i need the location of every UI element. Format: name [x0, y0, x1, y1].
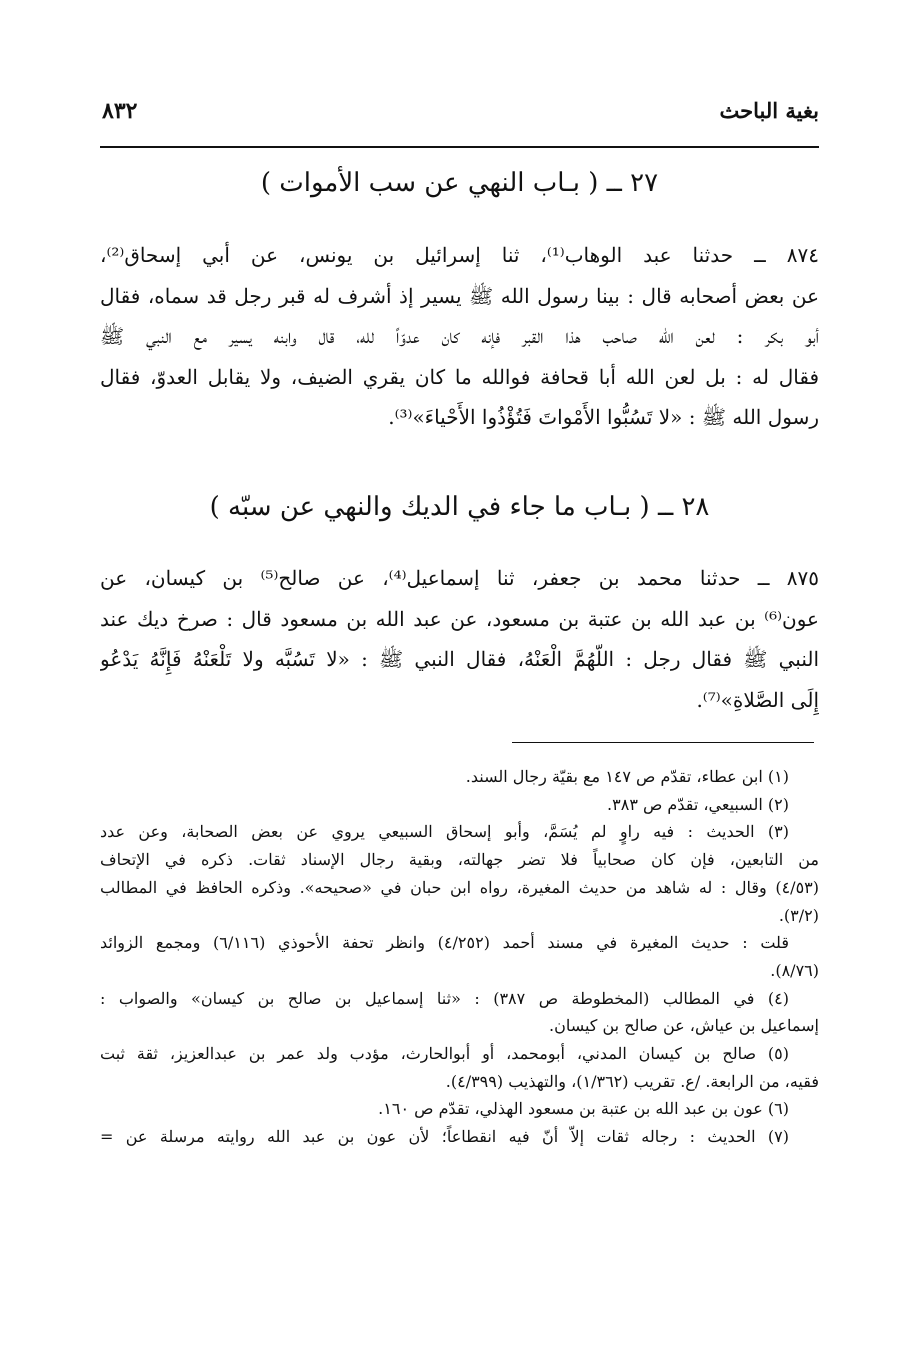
hadith-874-line-1: ٨٧٤ ــ حدثنا عبد الوهاب⁽¹⁾، ثنا إسرائيل بن يونس، عن أبي إسحاق⁽²⁾،	[100, 243, 819, 267]
footnote-3-line-2: من التابعين، فإن كان صحابياً فلا تضر جهالته، وبقية رجال الإسناد ثقات. ذكره في الإتحاف	[100, 850, 819, 870]
hadith-875-line-3: النبي ﷺ فقال رجل : اللّهُمَّ الْعَنْهُ، فقال النبي ﷺ : «لا تَسُبَّه ولا تَلْعَنْهُ فَإِنَّهُ يَدْعُو	[100, 647, 819, 671]
footnotes	[100, 763, 819, 1151]
footnote-6: (٦) عون بن عبد الله بن عتبة بن مسعود الهذلي، تقدّم ص ١٦٠.	[378, 1099, 789, 1119]
footnote-3-line-1: (٣) الحديث : فيه راوٍ لم يُسَمَّ، وأبو إسحاق السبيعي يروي عن بعض الصحابة، وعن عدد	[100, 822, 789, 842]
footnote-2: (٢) السبيعي، تقدّم ص ٣٨٣.	[607, 794, 789, 814]
chapter-27-heading: ٢٧ ــ ( بـاب النهي عن سب الأموات )	[260, 168, 659, 198]
hadith-874-line-2: عن بعض أصحابه قال : بينا رسول الله ﷺ يسير إذ أشرف له قبر رجل قد سماه، فقال	[100, 283, 819, 308]
footnote-5-line-2: فقيه، من الرابعة. /ع. تقريب (١/٣٦٢)، والتهذيب (٤/٣٩٩).	[445, 1071, 819, 1091]
footnote-7: (٧) الحديث : رجاله ثقات إلاّ أنّ فيه انقطاعاً؛ لأن عون بن عبد الله روايته مرسلة عن =	[100, 1127, 789, 1147]
book-title: بغية الباحث	[719, 98, 819, 123]
hadith-874-line-4: فقال له : بل لعن الله أبا قحافة فوالله ما كان يقري الضيف، ولا يقابل العدوّ، فقال	[100, 364, 819, 389]
hadith-875-line-1: ٨٧٥ ــ حدثنا محمد بن جعفر، ثنا إسماعيل⁽⁴⁾، عن صالح⁽⁵⁾ بن كيسان، عن	[100, 566, 819, 590]
page-number: ٨٣٢	[102, 98, 138, 124]
hadith-874	[100, 235, 819, 438]
footnote-5-line-1: (٥) صالح بن كيسان المدني، أبومحمد، أو أبوالحارث، مؤدب ولد عمر بن عبدالعزيز، ثقة ثبت	[100, 1044, 789, 1064]
hadith-875-line-2: عون⁽⁶⁾ بن عبد الله بن عتبة بن مسعود، عن عبد الله بن مسعود قال : صرخ ديك عند	[100, 606, 819, 631]
footnote-separator	[512, 742, 814, 743]
footnote-4-line-2: إسماعيل بن عياش، عن صالح بن كيسان.	[548, 1016, 819, 1036]
footnote-3-note-line-1: قلت : حديث المغيرة في مسند أحمد (٤/٢٥٢) وانظر تحفة الأحوذي (٦/١١٦) ومجمع الزوائد	[100, 933, 789, 953]
running-header	[100, 98, 819, 138]
hadith-874-line-5: رسول الله ﷺ : «لا تَسُبُّوا الأَمْواتَ فَتُؤْذُوا الأَحْياءَ»⁽³⁾.	[388, 405, 819, 429]
hadith-875	[100, 558, 819, 720]
header-rule	[100, 146, 819, 148]
footnote-1: (١) ابن عطاء، تقدّم ص ١٤٧ مع بقيّة رجال السند.	[465, 767, 789, 786]
hadith-874-line-3: أبو بكر : لعن الله صاحب هذا القبر فإنه كان عدوّاً لله، قال وابنه يسير مع النبي ﷺ	[100, 324, 819, 348]
chapter-28-heading: ٢٨ ــ ( بـاب ما جاء في الديك والنهي عن سبّه )	[209, 492, 710, 522]
hadith-875-line-4: إِلَى الصَّلاةِ»⁽⁷⁾.	[696, 687, 819, 712]
footnote-3-line-3: (٤/٥٣) وقال : له شاهد من حديث المغيرة، رواه ابن حبان في «صحيحه». وذكره الحافظ في المطالب	[100, 877, 819, 897]
footnote-4-line-1: (٤) في المطالب (المخطوطة ص ٣٨٧) : «ثنا إسماعيل بن صالح بن كيسان» والصواب :	[100, 988, 790, 1008]
footnote-3-note-line-2: (٨/٧٦).	[770, 960, 819, 980]
footnote-3-line-4: (٣/٢).	[778, 905, 819, 925]
